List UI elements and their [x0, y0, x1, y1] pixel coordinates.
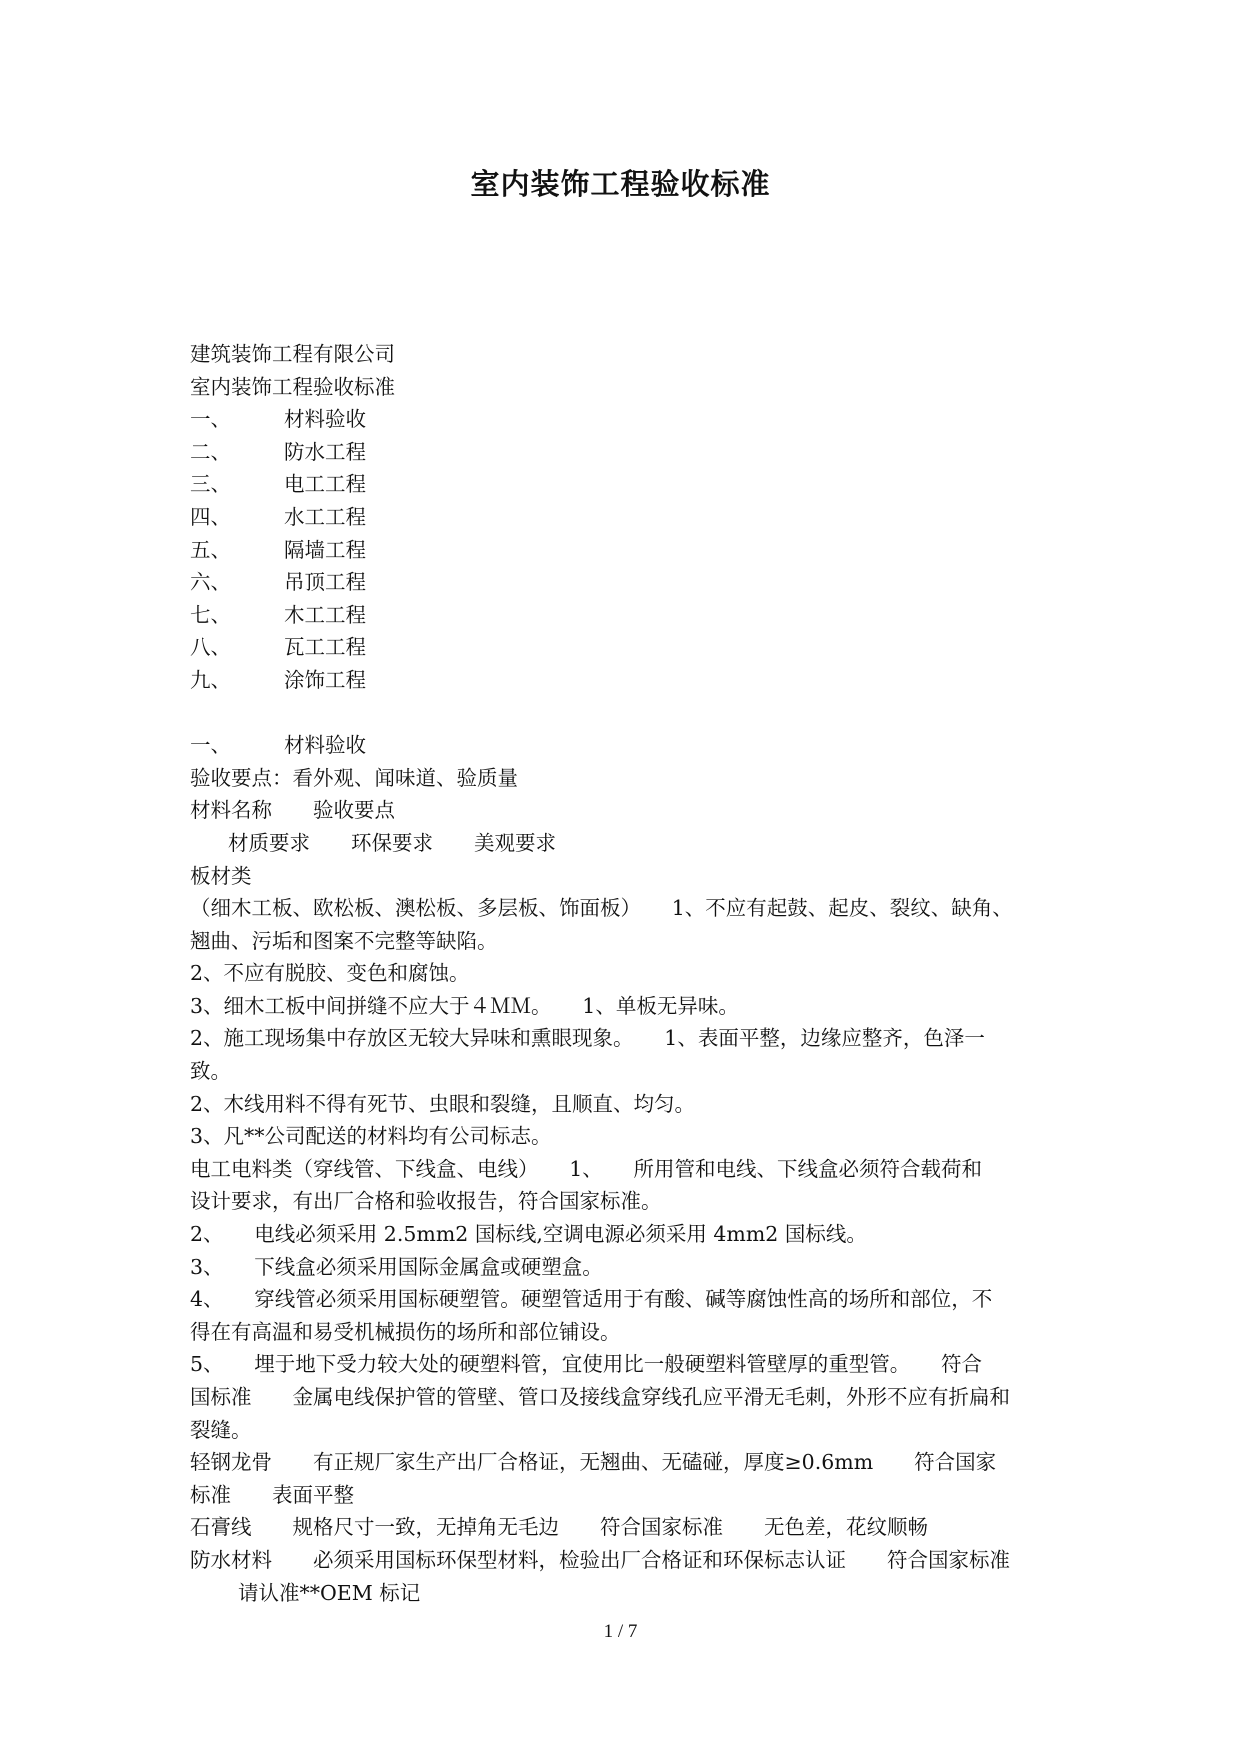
paragraph-line: 板材类 [190, 863, 252, 888]
toc-item [190, 403, 1070, 436]
toc-item [190, 599, 1070, 632]
paragraph-line: 验收要点：看外观、闻味道、验质量 [190, 765, 518, 790]
paragraph-line: 国标准 金属电线保护管的管壁、管口及接线盒穿线孔应平滑无毛刺，外形不应有折扁和 [190, 1385, 1010, 1409]
toc-label: 涂饰工程 [284, 667, 366, 692]
paragraph-line: 翘曲、污垢和图案不完整等缺陷。 [190, 928, 498, 953]
toc-number: 一、 [190, 407, 231, 432]
paragraph-line: 2、不应有脱胶、变色和腐蚀。 [190, 961, 470, 986]
spacer [190, 697, 1070, 730]
document-title: 室内装饰工程验收标准 [470, 167, 771, 201]
paragraph-line: 材料名称 验收要点 [190, 798, 395, 823]
page-number: 1 / 7 [603, 1621, 638, 1642]
document-body [190, 338, 1070, 1609]
toc-number: 六、 [190, 570, 231, 595]
toc-label: 瓦工工程 [284, 635, 366, 660]
toc-item [190, 436, 1070, 469]
paragraph-line: 致。 [190, 1059, 231, 1084]
toc-number: 四、 [190, 504, 231, 529]
paragraph-line: 3、凡**公司配送的材料均有公司标志。 [190, 1124, 552, 1149]
paragraph-line: 2、 电线必须采用 2.5mm2 国标线,空调电源必须采用 4mm2 国标线。 [190, 1222, 867, 1247]
paragraph-line: 4、 穿线管必须采用国标硬塑管。硬塑管适用于有酸、碱等腐蚀性高的场所和部位，不 [190, 1287, 993, 1312]
toc-label: 隔墙工程 [284, 537, 366, 562]
section-number: 一、 [190, 733, 231, 758]
paragraph-line: 得在有高温和易受机械损伤的场所和部位铺设。 [190, 1319, 621, 1344]
paragraph-line: 3、 下线盒必须采用国际金属盒或硬塑盒。 [190, 1254, 603, 1279]
paragraph-line: 设计要求，有出厂合格和验收报告，符合国家标准。 [190, 1189, 662, 1214]
toc-number: 九、 [190, 667, 231, 692]
toc-number: 五、 [190, 537, 231, 562]
toc-label: 水工工程 [284, 504, 366, 529]
paragraph-line: 2、木线用料不得有死节、虫眼和裂缝，且顺直、均匀。 [190, 1091, 696, 1116]
toc-item [190, 534, 1070, 567]
paragraph-line: 材质要求 环保要求 美观要求 [228, 830, 556, 855]
toc-label: 木工工程 [284, 602, 366, 627]
toc-item [190, 631, 1070, 664]
toc-number: 七、 [190, 602, 231, 627]
table-of-contents [190, 403, 1070, 696]
company-name: 建筑装饰工程有限公司 [190, 342, 395, 366]
document-subtitle: 室内装饰工程验收标准 [190, 374, 395, 399]
toc-item [190, 501, 1070, 534]
section-label: 材料验收 [284, 733, 366, 758]
toc-label: 材料验收 [284, 407, 366, 432]
toc-number: 三、 [190, 472, 231, 497]
paragraph-line: 标准 表面平整 [190, 1482, 354, 1507]
paragraph-line: 裂缝。 [190, 1417, 252, 1442]
paragraph-line: 防水材料 必须采用国标环保型材料，检验出厂合格证和环保标志认证 符合国家标准 [190, 1547, 1010, 1572]
paragraph-line: 石膏线 规格尺寸一致，无掉角无毛边 符合国家标准 无色差，花纹顺畅 [190, 1515, 928, 1540]
paragraph-line: 请认准**OEM 标记 [238, 1580, 421, 1605]
paragraph-line: （细木工板、欧松板、澳松板、多层板、饰面板） 1、不应有起鼓、起皮、裂纹、缺角、 [190, 896, 1013, 921]
toc-item [190, 566, 1070, 599]
paragraph-line: 2、施工现场集中存放区无较大异味和熏眼现象。 1、表面平整，边缘应整齐，色泽一 [190, 1026, 985, 1051]
toc-label: 电工工程 [284, 472, 366, 497]
paragraph-line: 电工电料类（穿线管、下线盒、电线） 1、 所用管和电线、下线盒必须符合载荷和 [190, 1156, 983, 1181]
paragraph-line: 3、细木工板中间拼缝不应大于４ＭＭ。 1、单板无异味。 [190, 993, 739, 1018]
toc-number: 二、 [190, 439, 231, 464]
paragraph-line: 5、 埋于地下受力较大处的硬塑料管，宜使用比一般硬塑料管壁厚的重型管。 符合 [190, 1352, 983, 1377]
toc-number: 八、 [190, 635, 231, 660]
section-heading [190, 729, 1070, 762]
toc-label: 防水工程 [284, 439, 366, 464]
toc-item [190, 664, 1070, 697]
paragraph-line: 轻钢龙骨 有正规厂家生产出厂合格证，无翘曲、无磕碰，厚度≥0.6mm 符合国家 [190, 1450, 997, 1475]
toc-label: 吊顶工程 [284, 570, 366, 595]
toc-item [190, 468, 1070, 501]
